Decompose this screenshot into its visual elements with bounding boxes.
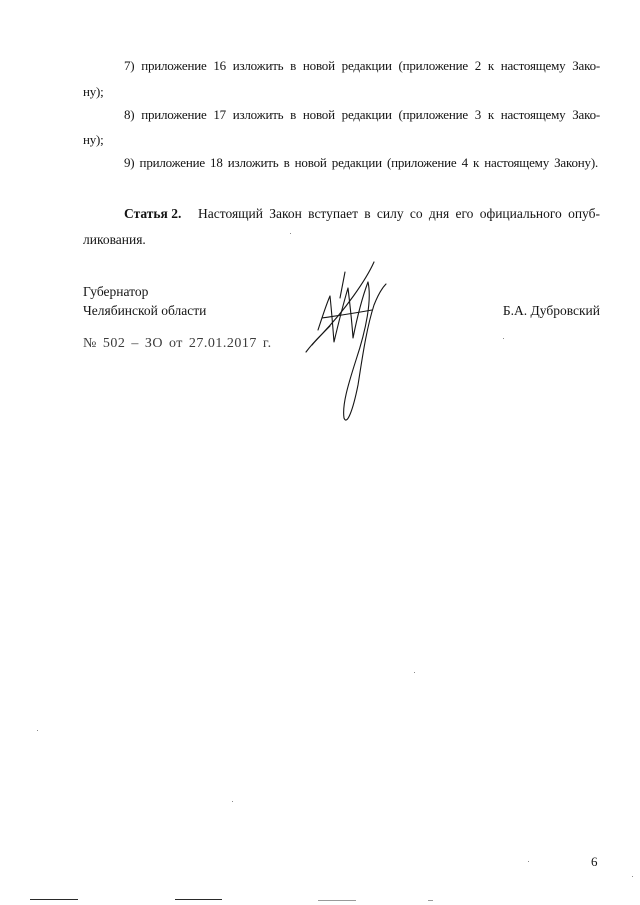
- list-item-8-line-2: ну);: [83, 132, 104, 147]
- page-number: 6: [591, 854, 598, 869]
- scan-speck: [290, 233, 291, 234]
- signatory-name: Б.А. Дубровский: [502, 303, 600, 318]
- article-text-line-1: Настоящий Закон вступает в силу со дня его официального опуб-: [198, 206, 600, 221]
- handwritten-signature: [298, 258, 393, 428]
- scan-edge-mark: [318, 900, 356, 901]
- scan-speck: [503, 338, 504, 339]
- signatory-position-line-2: Челябинской области: [83, 303, 207, 318]
- scan-speck: [37, 730, 38, 731]
- scan-edge-mark: [30, 899, 78, 900]
- list-item-8-line-1: 8) приложение 17 изложить в новой редакции (приложение 3 к настоящему Зако-: [124, 107, 600, 122]
- scan-speck: [232, 801, 233, 802]
- list-item-7-line-2: ну);: [83, 84, 104, 99]
- article-text-line-2: ликования.: [83, 232, 146, 247]
- list-item-9-line-1: 9) приложение 18 изложить в новой редакции (приложение 4 к настоящему Закону).: [124, 155, 598, 170]
- article-title: Статья 2.: [124, 206, 182, 221]
- scan-speck: [528, 861, 529, 862]
- signatory-position-line-1: Губернатор: [83, 284, 149, 299]
- scan-edge-mark: [175, 899, 222, 900]
- scan-speck: [414, 672, 415, 673]
- law-number-stamp: № 502 – ЗО от 27.01.2017 г.: [83, 336, 272, 351]
- list-item-7-line-1: 7) приложение 16 изложить в новой редакции (приложение 2 к настоящему Зако-: [124, 58, 600, 73]
- scan-speck: [632, 876, 633, 877]
- scan-edge-mark: [428, 900, 433, 901]
